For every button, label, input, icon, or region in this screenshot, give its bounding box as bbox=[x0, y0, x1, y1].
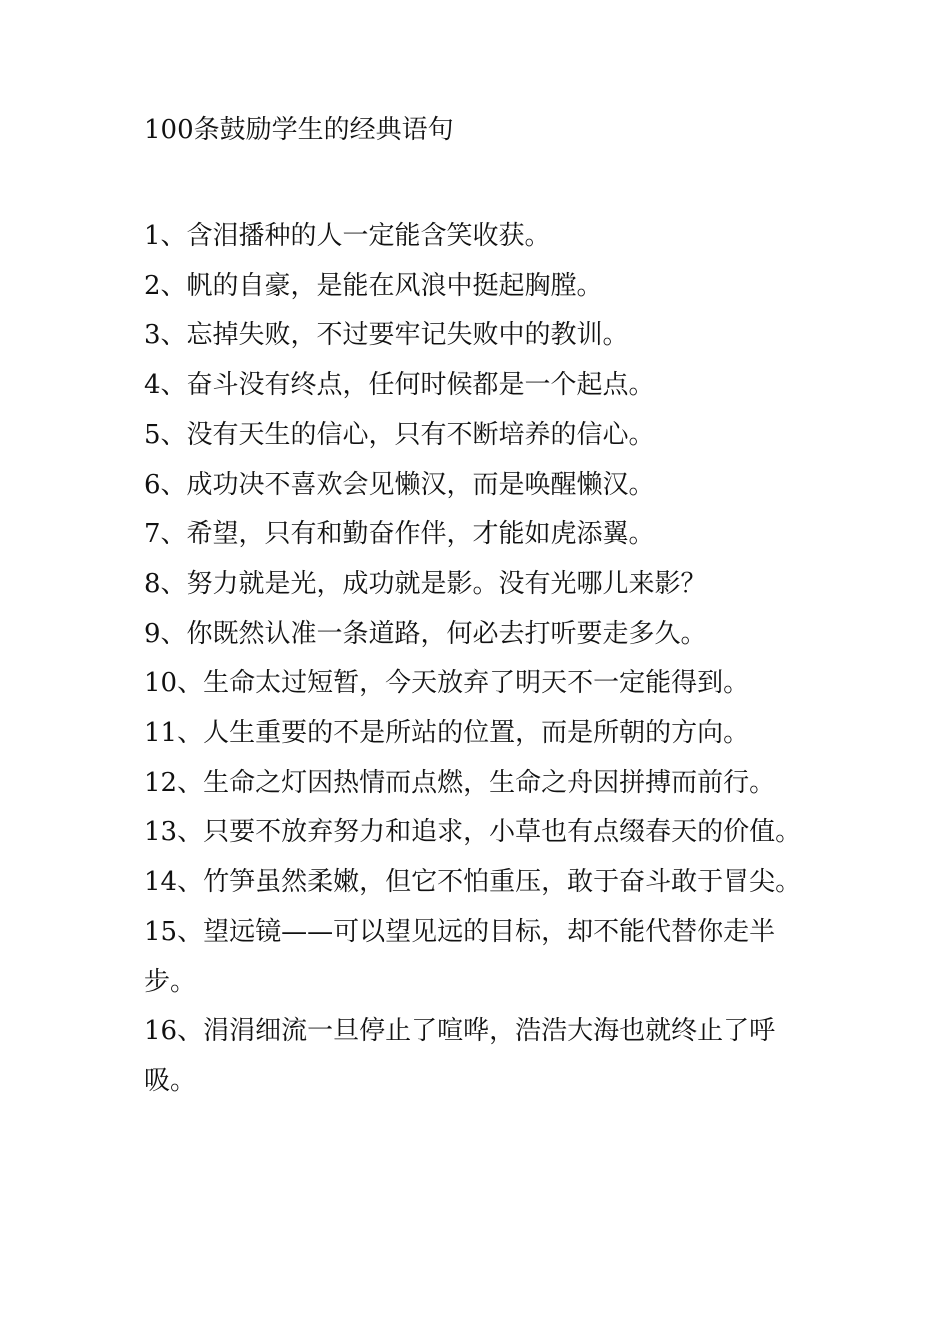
document-title: 100条鼓励学生的经典语句 bbox=[144, 115, 454, 145]
list-item: 6、成功决不喜欢会见懒汉，而是唤醒懒汉。 bbox=[144, 469, 655, 500]
list-item: 5、没有天生的信心，只有不断培养的信心。 bbox=[144, 419, 655, 450]
list-item: 11、人生重要的不是所站的位置，而是所朝的方向。 bbox=[144, 718, 750, 749]
list-item: 2、帆的自豪，是能在风浪中挺起胸膛。 bbox=[144, 270, 603, 301]
list-item: 13、只要不放弃努力和追求，小草也有点缀春天的价值。 bbox=[144, 817, 802, 848]
list-item: 3、忘掉失败，不过要牢记失败中的教训。 bbox=[144, 320, 629, 351]
list-item: 1、含泪播种的人一定能含笑收获。 bbox=[144, 221, 551, 251]
list-item: 15、望远镜——可以望见远的目标，却不能代替你走半步。 bbox=[144, 916, 776, 997]
quote-list bbox=[144, 212, 816, 1107]
list-item: 12、生命之灯因热情而点燃，生命之舟因拼搏而前行。 bbox=[144, 767, 776, 798]
list-item: 10、生命太过短暂，今天放弃了明天不一定能得到。 bbox=[144, 668, 750, 699]
list-item: 16、涓涓细流一旦停止了喧哗，浩浩大海也就终止了呼吸。 bbox=[144, 1016, 776, 1096]
list-item: 9、你既然认准一条道路，何必去打听要走多久。 bbox=[144, 618, 707, 649]
list-item: 14、竹笋虽然柔嫩，但它不怕重压，敢于奋斗敢于冒尖。 bbox=[144, 867, 802, 898]
list-item: 7、希望，只有和勤奋作伴，才能如虎添翼。 bbox=[144, 519, 655, 550]
list-item: 8、努力就是光，成功就是影。没有光哪儿来影？ bbox=[144, 568, 707, 599]
list-item: 4、奋斗没有终点，任何时候都是一个起点。 bbox=[144, 370, 655, 401]
